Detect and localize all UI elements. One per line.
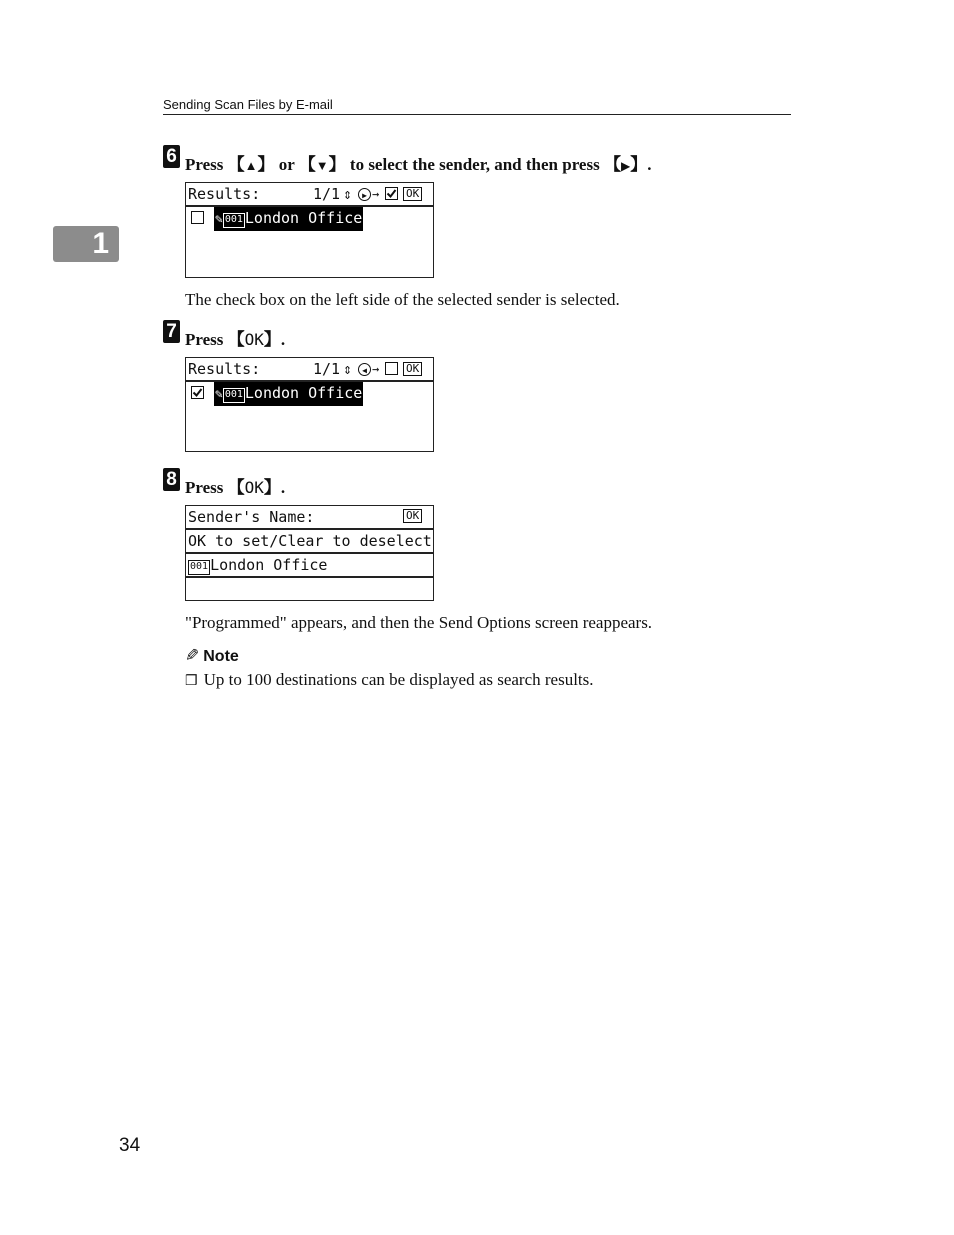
sender-number: 001: [188, 560, 210, 575]
up-key-icon: ▲: [244, 158, 258, 173]
selected-sender: [214, 207, 363, 231]
note-item: [185, 670, 594, 690]
lcd-label: Results:: [188, 185, 261, 203]
header-rule: [163, 114, 791, 115]
edit-icon: ✎: [215, 212, 223, 227]
step-7-instruction: [185, 325, 285, 350]
step-text-part: Press: [185, 155, 228, 174]
step-text-part: Press: [185, 330, 228, 349]
page-number: 34: [119, 1135, 141, 1156]
note-heading: [185, 646, 239, 666]
step-6-description: The check box on the left side of the selected sender is selected.: [185, 290, 620, 309]
right-circle-icon: ▶: [358, 188, 371, 201]
right-key-icon: ▶: [620, 159, 631, 173]
step-8-description: "Programmed" appears, and then the Send Options screen reappears.: [185, 613, 653, 632]
step-text-part: .: [280, 478, 286, 497]
note-text: Up to 100 destinations can be displayed as search results.: [203, 670, 594, 689]
lcd-sender-row: [186, 554, 433, 578]
step-8-instruction: [185, 473, 285, 498]
checkbox-bullet-icon: ❒: [185, 674, 198, 689]
step-text-part: .: [647, 155, 652, 174]
step-text-part: .: [280, 330, 286, 349]
down-key-icon: ▼: [315, 158, 329, 173]
up-down-arrows-icon: ⇕: [343, 360, 353, 378]
bracket: 【: [298, 155, 316, 174]
ok-key-label: OK: [244, 330, 264, 349]
page-indicator: 1/1: [313, 360, 341, 378]
running-header: Sending Scan Files by E-mail: [163, 97, 333, 112]
lcd-divider: [186, 576, 433, 578]
lcd-label: Results:: [188, 360, 261, 378]
ok-key-icon: OK: [403, 509, 422, 523]
arrow-icon: →: [372, 362, 380, 376]
step-number: 8: [163, 468, 180, 491]
lcd-screen-sender-name: [185, 505, 434, 601]
bracket: 【: [227, 330, 245, 349]
lcd-screen-results-1: [185, 182, 434, 278]
bracket: 【: [227, 155, 245, 174]
edit-icon: ✎: [215, 387, 223, 402]
bracket: 【: [227, 478, 245, 497]
sender-name: London Office: [210, 556, 328, 574]
lcd-header-row: [186, 506, 433, 530]
lcd-sender-row: [186, 207, 433, 231]
bracket: 【: [603, 155, 621, 174]
left-circle-icon: ◀: [358, 363, 371, 376]
step-text-part: or: [274, 155, 299, 174]
ok-key-icon: OK: [403, 362, 422, 376]
circle-arrow-icon: [358, 183, 371, 206]
step-number: 6: [163, 145, 180, 168]
lcd-label: Sender's Name:: [188, 508, 315, 526]
step-text-part: Press: [185, 478, 228, 497]
step-number: 7: [163, 320, 180, 343]
pencil-icon: ✎: [185, 646, 200, 665]
sender-number: 001: [223, 213, 245, 228]
step-6-instruction: [185, 150, 651, 175]
lcd-instruction: OK to set/Clear to deselect: [188, 532, 432, 550]
bracket: 】: [263, 478, 281, 497]
lcd-screen-results-2: [185, 357, 434, 452]
sender-name: London Office: [244, 384, 363, 402]
selected-sender: [214, 382, 363, 406]
check-icon: [385, 187, 398, 200]
lcd-header-row: [186, 358, 433, 382]
ok-key-label: OK: [244, 478, 264, 497]
lcd-instruction-row: [186, 530, 433, 554]
checked-box-icon: [191, 386, 204, 399]
bracket: 】: [263, 330, 281, 349]
up-down-arrows-icon: ⇕: [343, 185, 353, 203]
sender-name: London Office: [244, 209, 363, 227]
chapter-number: 1: [92, 227, 109, 260]
bracket: 】: [630, 155, 648, 174]
empty-box-icon: [385, 362, 398, 375]
ok-key-icon: OK: [403, 187, 422, 201]
page-indicator: 1/1: [313, 185, 341, 203]
bracket: 】: [257, 155, 275, 174]
note-title: Note: [203, 648, 239, 665]
sender-number: 001: [223, 388, 245, 403]
sender-entry: [188, 554, 327, 576]
step-text-part: to select the sender, and then press: [345, 155, 604, 174]
circle-arrow-icon: [358, 358, 371, 381]
arrow-icon: →: [372, 187, 380, 201]
chapter-tab: [53, 226, 119, 262]
unchecked-box-icon: [191, 211, 204, 224]
bracket: 】: [328, 155, 346, 174]
lcd-sender-row: [186, 382, 433, 406]
lcd-header-row: [186, 183, 433, 207]
